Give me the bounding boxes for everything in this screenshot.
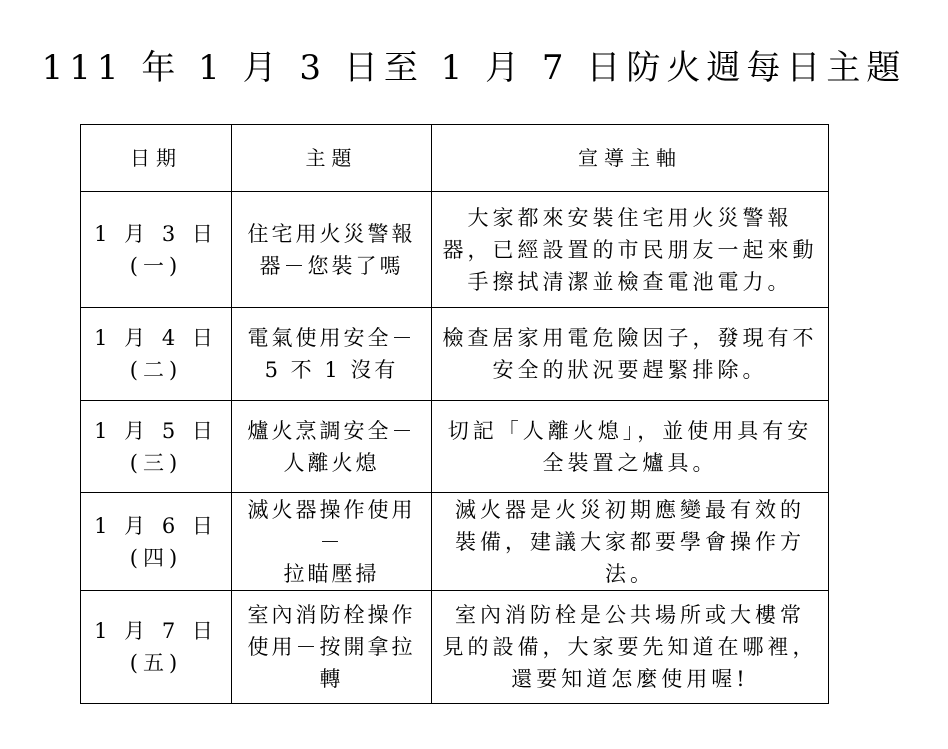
date-text: 1 月 5 日 bbox=[94, 418, 218, 443]
axis-line: 大家都來安裝住宅用火災警報 bbox=[467, 205, 793, 230]
axis-line: 切記「人離火熄」，並使用具有安 bbox=[447, 418, 813, 443]
topic-line: 人離火熄 bbox=[283, 450, 380, 475]
topic-cell bbox=[232, 192, 432, 308]
topic-line: 5 不 1 沒有 bbox=[264, 358, 399, 382]
date-text: 1 月 4 日 bbox=[94, 326, 218, 350]
axis-line: 檢查居家用電危險因子，發現有不 bbox=[442, 326, 818, 350]
weekday-text: (三) bbox=[129, 450, 183, 475]
topic-line: － bbox=[319, 529, 344, 554]
axis-cell bbox=[432, 401, 829, 493]
topic-cell bbox=[232, 401, 432, 493]
date-text: 1 月 7 日 bbox=[94, 619, 218, 643]
header-date: 日期 bbox=[81, 125, 232, 192]
header-axis: 宣導主軸 bbox=[432, 125, 829, 192]
table-row bbox=[81, 192, 829, 308]
topic-line: 室內消防栓操作 bbox=[247, 603, 416, 627]
table-row bbox=[81, 308, 829, 401]
weekday-text: (四) bbox=[129, 545, 183, 570]
topic-line: 轉 bbox=[319, 667, 344, 691]
topic-line: 器－您裝了嗎 bbox=[259, 253, 404, 278]
date-text: 1 月 3 日 bbox=[94, 221, 218, 246]
table-row bbox=[81, 591, 829, 704]
topic-line: 爐火烹調安全－ bbox=[247, 418, 416, 443]
axis-line: 見的設備，大家要先知道在哪裡， bbox=[442, 635, 818, 659]
topic-line: 住宅用火災警報 bbox=[247, 221, 416, 246]
page-title: 111 年 1 月 3 日至 1 月 7 日防火週每日主題 bbox=[41, 48, 907, 88]
axis-line: 手擦拭清潔並檢查電池電力。 bbox=[467, 269, 793, 294]
topic-cell bbox=[232, 493, 432, 591]
axis-cell bbox=[432, 192, 829, 308]
axis-cell bbox=[432, 591, 829, 704]
axis-cell bbox=[432, 308, 829, 401]
table-row bbox=[81, 401, 829, 493]
axis-line: 全裝置之爐具。 bbox=[542, 450, 718, 475]
axis-line: 器，已經設置的市民朋友一起來動 bbox=[442, 237, 818, 262]
axis-line: 裝備，建議大家都要學會操作方 bbox=[455, 529, 805, 554]
date-cell bbox=[81, 401, 232, 493]
topic-line: 拉瞄壓掃 bbox=[283, 561, 380, 586]
table-header-row bbox=[81, 125, 829, 192]
topic-line: 滅火器操作使用 bbox=[247, 497, 416, 522]
weekday-text: (一) bbox=[129, 253, 183, 278]
axis-line: 還要知道怎麼使用喔! bbox=[511, 667, 749, 691]
axis-line: 室內消防栓是公共場所或大樓常 bbox=[455, 603, 805, 627]
topic-line: 使用－按開拿拉 bbox=[247, 635, 416, 659]
date-cell bbox=[81, 493, 232, 591]
axis-line: 法。 bbox=[605, 561, 655, 586]
topic-cell bbox=[232, 591, 432, 704]
axis-line: 安全的狀況要趕緊排除。 bbox=[492, 358, 768, 382]
weekday-text: (二) bbox=[129, 358, 183, 382]
date-cell bbox=[81, 308, 232, 401]
date-cell bbox=[81, 591, 232, 704]
table-row bbox=[81, 493, 829, 591]
fire-week-schedule-table bbox=[80, 124, 829, 704]
weekday-text: (五) bbox=[129, 651, 183, 675]
topic-line: 電氣使用安全－ bbox=[247, 326, 416, 350]
header-topic: 主題 bbox=[232, 125, 432, 192]
axis-cell bbox=[432, 493, 829, 591]
axis-line: 滅火器是火災初期應變最有效的 bbox=[455, 497, 805, 522]
date-text: 1 月 6 日 bbox=[94, 513, 218, 538]
topic-cell bbox=[232, 308, 432, 401]
date-cell bbox=[81, 192, 232, 308]
